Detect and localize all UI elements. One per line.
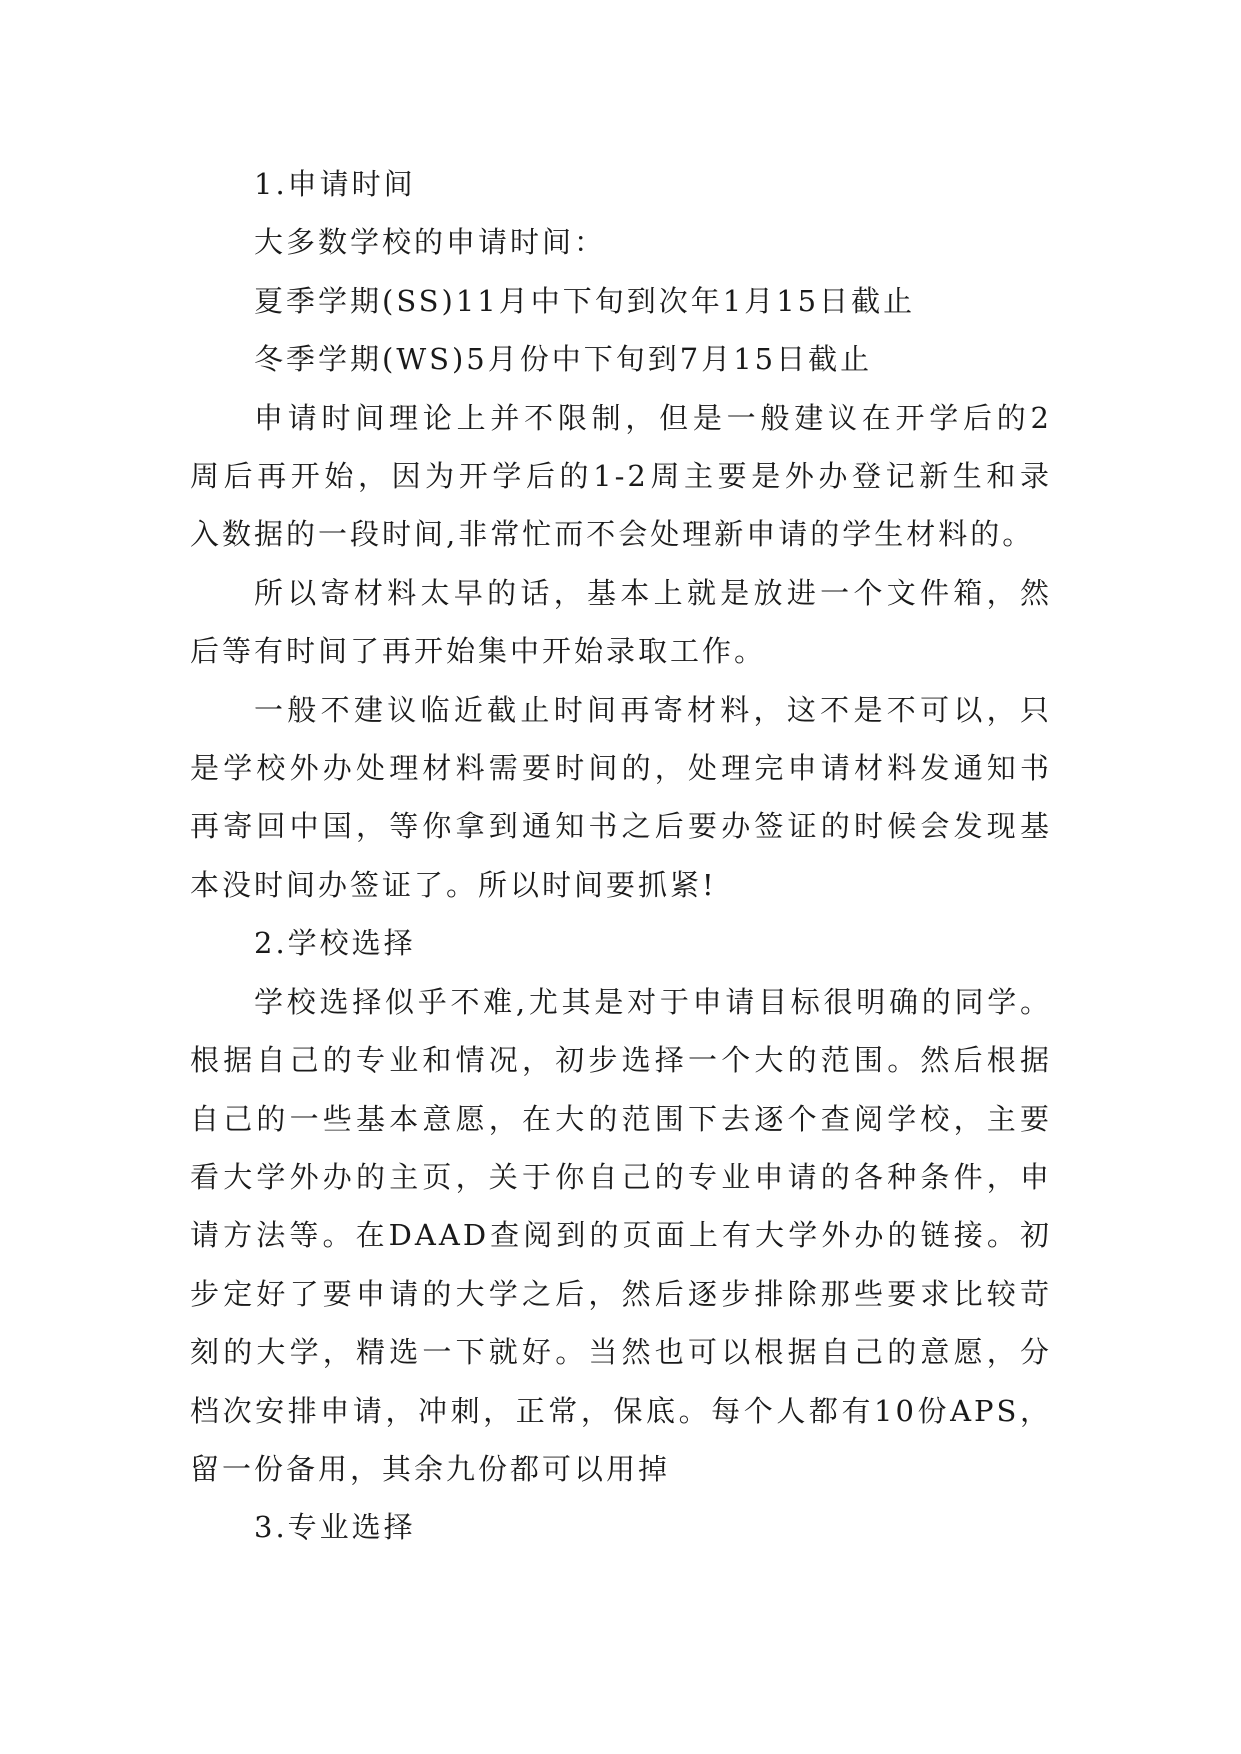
paragraph-line: 是学校外办处理材料需要时间的，处理完申请材料发通知书 (190, 751, 1052, 786)
paragraph-line: 留一份备用，其余九份都可以用掉 (190, 1451, 671, 1486)
paragraph-line: 档次安排申请，冲刺，正常，保底。每个人都有10份APS， (190, 1393, 1052, 1428)
paragraph-line: 学校选择似乎不难,尤其是对于申请目标很明确的同学。 (254, 984, 1052, 1019)
paragraph-line: 根据自己的专业和情况，初步选择一个大的范围。然后根据 (190, 1043, 1052, 1078)
section-heading-application-time: 1.申请时间 (254, 167, 416, 201)
paragraph-line: 再寄回中国，等你拿到通知书之后要办签证的时候会发现基 (190, 809, 1052, 844)
paragraph-deadline-advice (190, 681, 1052, 915)
paragraph-line: 入数据的一段时间,非常忙而不会处理新申请的学生材料的。 (190, 517, 1035, 552)
paragraph-line: 自己的一些基本意愿，在大的范围下去逐个查阅学校，主要 (190, 1101, 1052, 1136)
document-body (190, 155, 1052, 1557)
paragraph-line: 本没时间办签证了。所以时间要抓紧! (190, 867, 717, 902)
paragraph-line: 看大学外办的主页，关于你自己的专业申请的各种条件，申 (190, 1159, 1052, 1194)
summer-semester-deadline: 夏季学期(SS)11月中下旬到次年1月15日截止 (254, 283, 916, 318)
paragraph-line: 一般不建议临近截止时间再寄材料，这不是不可以，只 (254, 692, 1052, 727)
paragraph-line: 所以寄材料太早的话，基本上就是放进一个文件箱，然 (254, 575, 1052, 610)
paragraph-line: 申请时间理论上并不限制，但是一般建议在开学后的2 (254, 400, 1052, 435)
paragraph-line: 步定好了要申请的大学之后，然后逐步排除那些要求比较苛 (190, 1276, 1052, 1311)
paragraph-line: 周后再开始，因为开学后的1-2周主要是外办登记新生和录 (190, 459, 1052, 494)
section-heading-major-selection: 3.专业选择 (254, 1510, 416, 1545)
paragraph-early-materials (190, 564, 1052, 681)
paragraph-application-timing (190, 389, 1052, 564)
application-time-intro: 大多数学校的申请时间： (254, 225, 607, 260)
paragraph-line: 请方法等。在DAAD查阅到的页面上有大学外办的链接。初 (190, 1218, 1052, 1253)
section-heading-school-selection: 2.学校选择 (254, 926, 416, 961)
paragraph-school-selection (190, 973, 1052, 1499)
winter-semester-deadline: 冬季学期(WS)5月份中下旬到7月15日截止 (254, 342, 873, 377)
paragraph-line: 刻的大学，精选一下就好。当然也可以根据自己的意愿，分 (190, 1335, 1052, 1370)
paragraph-line: 后等有时间了再开始集中开始录取工作。 (190, 634, 767, 669)
